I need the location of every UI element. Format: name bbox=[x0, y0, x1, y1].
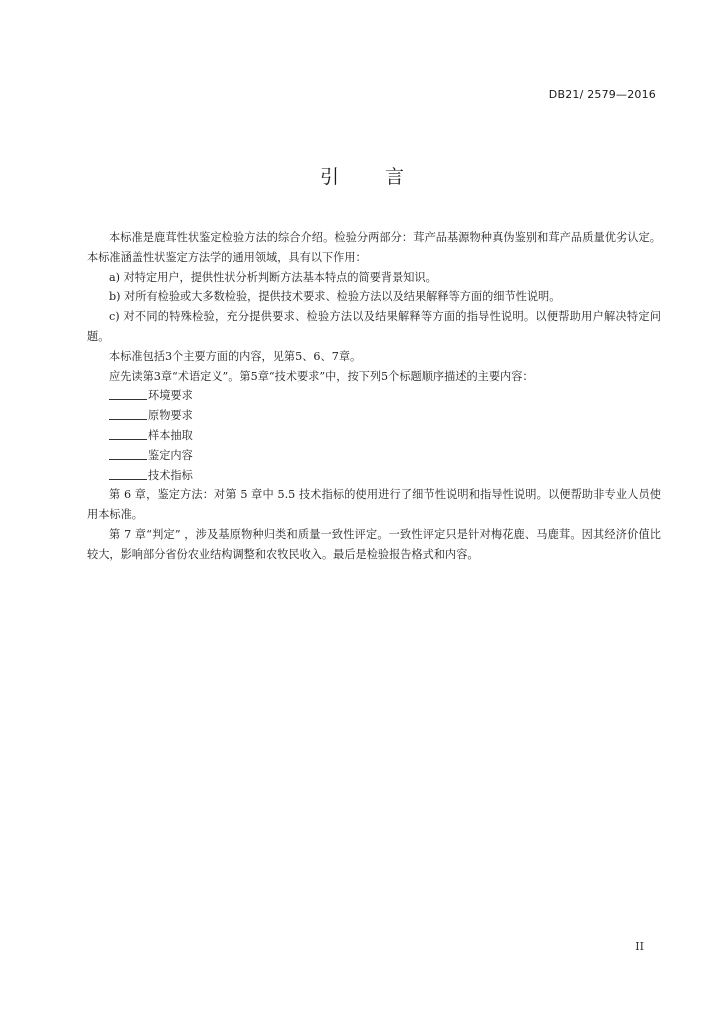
chapter-6-paragraph: 第 6 章，鉴定方法：对第 5 章中 5.5 技术指标的使用进行了细节性说明和指导性说明。以便帮助非专业人员使用本标准。 bbox=[87, 488, 661, 522]
outline-item bbox=[87, 426, 661, 446]
outline-item-label: 技术指标 bbox=[148, 468, 193, 482]
chapter-7-paragraph: 第 7 章“判定” ，涉及基原物种归类和质量一致性评定。一致性评定只是针对梅花鹿、马鹿茸。因其经济价值比较大，影响部分省份农业结构调整和农牧民收入。最后是检验报告格式和内容。 bbox=[87, 527, 661, 561]
blank-line bbox=[109, 467, 147, 480]
blank-line bbox=[109, 387, 147, 400]
blank-line bbox=[109, 407, 147, 420]
outline-item-label: 环境要求 bbox=[148, 389, 193, 403]
outline-item-label: 原物要求 bbox=[148, 409, 193, 423]
list-item-a: a) 对特定用户，提供性状分析判断方法基本特点的简要背景知识。 bbox=[109, 270, 437, 284]
standard-code: DB21/ 2579—2016 bbox=[548, 88, 656, 101]
outline-item bbox=[87, 466, 661, 486]
blank-line bbox=[109, 427, 147, 440]
list-item-c: c) 对不同的特殊检验，充分提供要求、检验方法以及结果解释等方面的指导性说明。以便帮助用户解决特定问题。 bbox=[87, 310, 661, 343]
blank-line bbox=[109, 447, 147, 460]
outline-item bbox=[87, 446, 661, 466]
outline-item bbox=[87, 406, 661, 426]
list-item-b: b) 对所有检验或大多数检验，提供技术要求、检验方法以及结果解释等方面的细节性说明。 bbox=[109, 290, 561, 304]
page-title: 引 言 bbox=[319, 166, 425, 188]
intro-paragraph: 本标准是鹿茸性状鉴定检验方法的综合介绍。检验分两部分：茸产品基源物种真伪鉴别和茸产品质量优劣认定。本标准涵盖性状鉴定方法学的通用领域，具有以下作用： bbox=[87, 231, 661, 264]
outline-item bbox=[87, 386, 661, 406]
document-body bbox=[87, 228, 661, 565]
outline-item-label: 鉴定内容 bbox=[148, 448, 193, 462]
scope-paragraph: 本标准包括3个主要方面的内容，见第5、6、7章。 bbox=[109, 349, 362, 363]
page-number: II bbox=[635, 940, 644, 953]
outline-item-label: 样本抽取 bbox=[148, 428, 193, 442]
reading-order-paragraph: 应先读第3章“术语定义”。第5章“技术要求”中，按下列5个标题顺序描述的主要内容： bbox=[109, 369, 534, 383]
